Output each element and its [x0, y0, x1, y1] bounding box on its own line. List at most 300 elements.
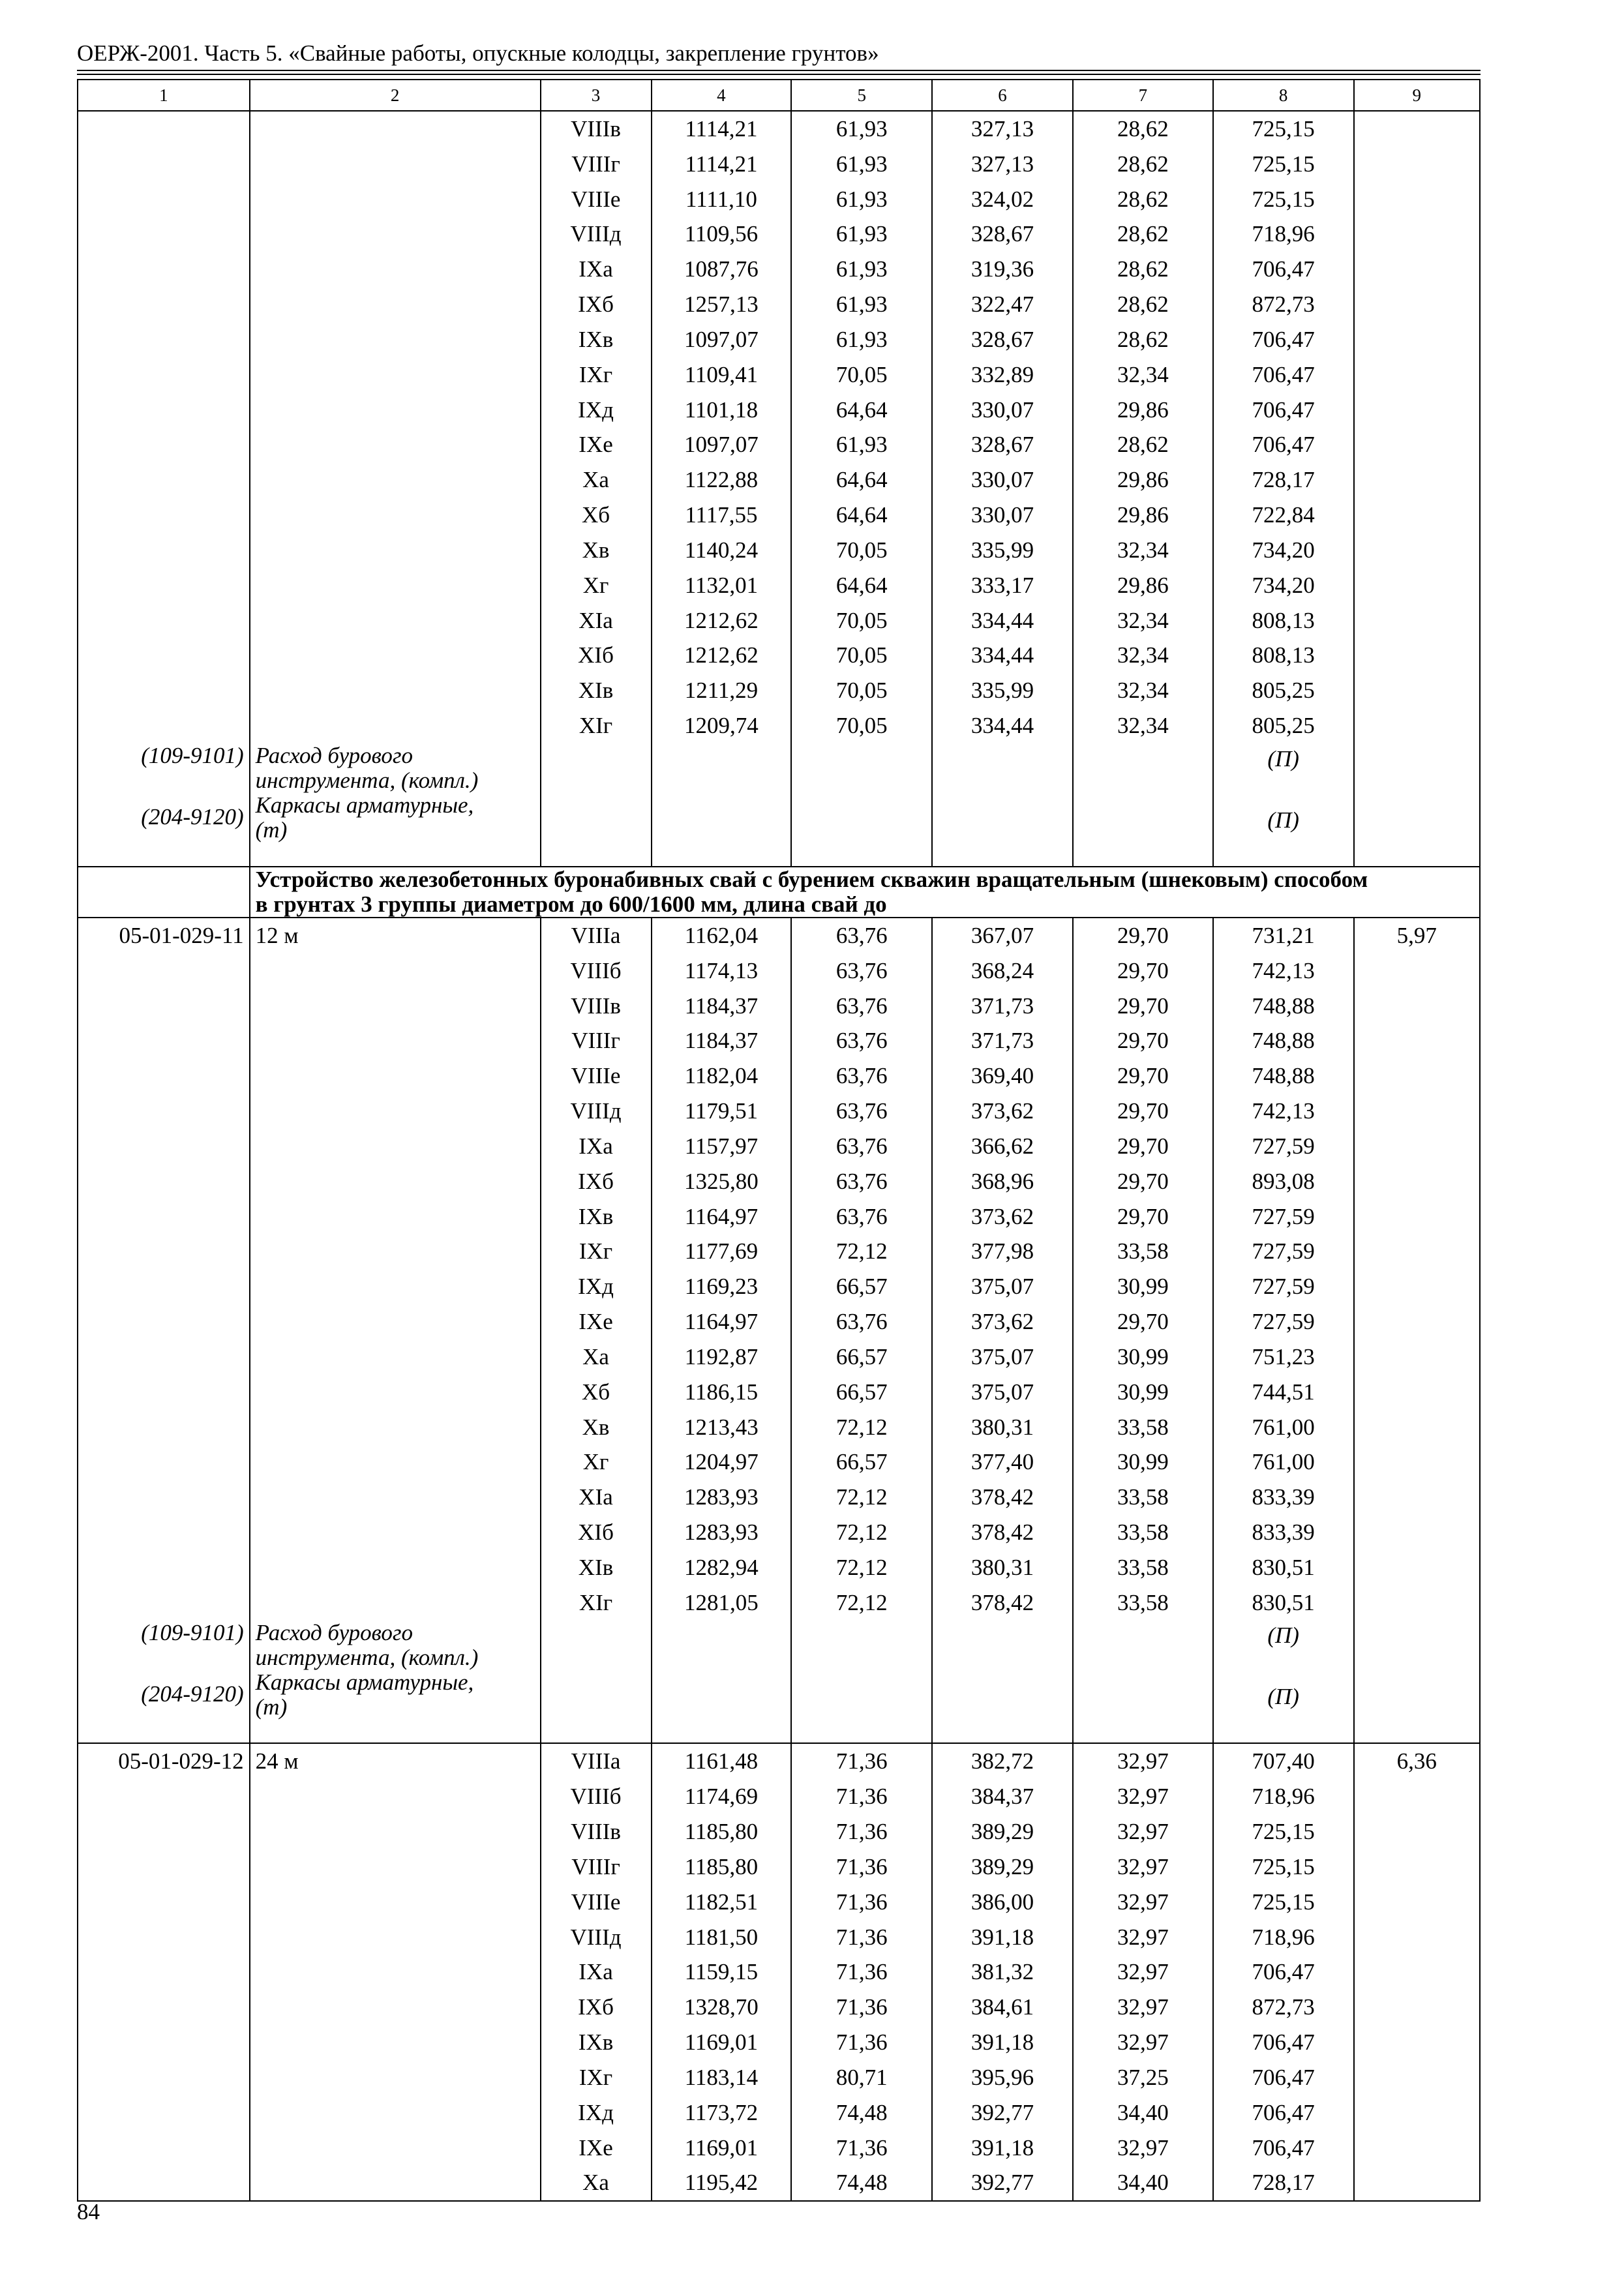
table-cell: 1159,15: [684, 1959, 759, 1985]
table-cell: 381,32: [970, 1959, 1034, 1985]
resource-name-line: (т): [255, 817, 288, 843]
table-cell: Xг: [582, 1449, 609, 1475]
table-cell: 378,42: [970, 1519, 1034, 1545]
table-cell: 28,62: [1117, 326, 1169, 352]
table-cell: 64,64: [835, 572, 888, 598]
table-cell: 335,99: [970, 537, 1034, 563]
table-cell: 61,93: [835, 256, 888, 282]
table-cell: IXв: [578, 326, 614, 352]
table-cell: 71,36: [835, 1784, 888, 1810]
table-cell: 33,58: [1117, 1554, 1169, 1580]
table-cell: 1117,55: [685, 502, 758, 528]
block2-col3: [541, 918, 652, 1744]
colnum: 3: [541, 80, 652, 111]
colnum: 2: [250, 80, 541, 111]
table-cell: 71,36: [835, 1853, 888, 1879]
table-cell: 71,36: [835, 2134, 888, 2161]
resource-code: (109-9101): [141, 743, 244, 768]
table-cell: 392,77: [970, 2170, 1034, 2196]
table-cell: IXб: [578, 292, 614, 318]
table-cell: 64,64: [835, 502, 888, 528]
table-cell: 28,62: [1117, 221, 1169, 247]
table-cell: 1162,04: [684, 922, 759, 948]
block2-name-cell: [250, 918, 541, 1744]
table-cell: 1185,80: [684, 1853, 759, 1879]
table-cell: VIIIв: [571, 116, 621, 142]
table-cell: 29,70: [1117, 1203, 1169, 1229]
table-cell: 29,70: [1117, 1098, 1169, 1124]
table-cell: 1179,51: [684, 1098, 759, 1124]
table-cell: 391,18: [970, 2134, 1034, 2161]
table-cell: 1161,48: [684, 1748, 759, 1774]
table-cell: XIб: [578, 642, 614, 668]
table-cell: 29,86: [1117, 502, 1169, 528]
table-cell: 63,76: [835, 1309, 888, 1335]
table-cell: IXв: [578, 1203, 614, 1229]
table-cell: IXд: [578, 2099, 614, 2125]
table-cell: 808,13: [1252, 642, 1315, 668]
table-cell: 33,58: [1117, 1484, 1169, 1510]
table-cell: 392,77: [970, 2099, 1034, 2125]
table-cell: 34,40: [1117, 2170, 1169, 2196]
table-cell: 63,76: [835, 1098, 888, 1124]
table-cell: 872,73: [1252, 292, 1315, 318]
table-cell: 725,15: [1252, 116, 1315, 142]
resource-code: (109-9101): [141, 1619, 244, 1645]
table-cell: 1157,97: [684, 1133, 759, 1159]
table-cell: 378,42: [970, 1484, 1034, 1510]
table-cell: IXб: [578, 1168, 614, 1194]
table-cell: 1204,97: [684, 1449, 759, 1475]
column-number-row: [78, 80, 1480, 111]
table-cell: IXе: [579, 1309, 613, 1335]
table-cell: 389,29: [970, 1853, 1034, 1879]
table-cell: 1192,87: [684, 1343, 759, 1369]
block3-name-cell: [250, 1743, 541, 2201]
table-cell: 833,39: [1252, 1484, 1315, 1510]
table-cell: 72,12: [835, 1554, 888, 1580]
table-cell: 1169,01: [684, 2029, 759, 2056]
table-cell: 805,25: [1252, 678, 1315, 704]
table-cell: IXд: [578, 1274, 614, 1300]
table-cell: 72,12: [835, 1484, 888, 1510]
header-rule-top: [77, 70, 1481, 71]
section-heading: [250, 867, 1480, 918]
table-cell: VIIIг: [571, 151, 620, 177]
table-cell: 334,44: [970, 607, 1034, 633]
table-cell: 61,93: [835, 151, 888, 177]
table-cell: 742,13: [1252, 957, 1315, 983]
table-cell: VIIIд: [570, 1098, 622, 1124]
table-cell: IXв: [578, 2029, 614, 2056]
table-cell: 32,34: [1117, 361, 1169, 387]
table-cell: Xб: [581, 1379, 610, 1405]
table-cell: 1281,05: [684, 1589, 759, 1615]
table-cell: 28,62: [1117, 432, 1169, 458]
table-cell: 29,70: [1117, 1063, 1169, 1089]
colnum: 7: [1073, 80, 1213, 111]
table-cell: 1087,76: [684, 256, 759, 282]
table-cell: 32,97: [1117, 1959, 1169, 1985]
resource-name-line: инструмента, (компл.): [255, 1644, 479, 1670]
table-cell: 369,40: [970, 1063, 1034, 1089]
table-cell: 725,15: [1252, 186, 1315, 212]
table-cell: 63,76: [835, 1203, 888, 1229]
table-cell: 32,34: [1117, 713, 1169, 739]
table-cell: 335,99: [970, 678, 1034, 704]
table-cell: 72,12: [835, 1589, 888, 1615]
table-cell: 63,76: [835, 1028, 888, 1054]
table-cell: 71,36: [835, 1748, 888, 1774]
table-cell: 61,93: [835, 186, 888, 212]
table-cell: 395,96: [970, 2064, 1034, 2090]
table-cell: VIIIв: [571, 1819, 621, 1845]
table-cell: 727,59: [1252, 1274, 1315, 1300]
table-cell: XIв: [578, 1554, 614, 1580]
table-cell: 33,58: [1117, 1414, 1169, 1440]
table-cell: 29,86: [1117, 572, 1169, 598]
colnum: 4: [652, 80, 792, 111]
table-cell: 28,62: [1117, 256, 1169, 282]
table-cell: 328,67: [970, 221, 1034, 247]
table-cell: 748,88: [1252, 1063, 1315, 1089]
table-cell: 70,05: [835, 642, 888, 668]
table-cell: 830,51: [1252, 1554, 1315, 1580]
table-cell: 63,76: [835, 957, 888, 983]
table-cell: 751,23: [1252, 1343, 1315, 1369]
table-cell: 722,84: [1252, 502, 1315, 528]
table-cell: 1173,72: [684, 2099, 759, 2125]
table-cell: XIг: [579, 713, 613, 739]
table-cell: IXг: [579, 1238, 613, 1264]
table-cell: 1185,80: [684, 1819, 759, 1845]
table-cell: 74,48: [835, 2099, 888, 2125]
resource-name-line: (т): [255, 1694, 288, 1720]
resource-code: (204-9120): [141, 1681, 244, 1707]
table-cell: 1184,37: [684, 1028, 759, 1054]
table-cell: 1164,97: [684, 1309, 759, 1335]
table-cell: 707,40: [1252, 1748, 1315, 1774]
table-cell: IXг: [579, 361, 613, 387]
table-cell: 32,97: [1117, 1784, 1169, 1810]
table-cell: 71,36: [835, 1994, 888, 2020]
table-cell: 706,47: [1252, 256, 1315, 282]
table-cell: 32,97: [1117, 1853, 1169, 1879]
table-cell: 28,62: [1117, 186, 1169, 212]
table-cell: VIIIд: [570, 221, 622, 247]
table-cell: 330,07: [970, 467, 1034, 493]
table-cell: 332,89: [970, 361, 1034, 387]
colnum: 5: [791, 80, 932, 111]
table-cell: XIа: [579, 1484, 613, 1510]
table-cell: 30,99: [1117, 1343, 1169, 1369]
table-cell: 61,93: [835, 292, 888, 318]
table-cell: 66,57: [835, 1274, 888, 1300]
table-cell: 706,47: [1252, 2064, 1315, 2090]
table-cell: 1140,24: [684, 537, 759, 563]
table-cell: IXг: [579, 2064, 613, 2090]
rate-col9: 6,36: [1396, 1748, 1437, 1774]
resource-code: (204-9120): [141, 804, 244, 830]
table-cell: 366,62: [970, 1133, 1034, 1159]
table-cell: 748,88: [1252, 1028, 1315, 1054]
table-cell: 742,13: [1252, 1098, 1315, 1124]
table-cell: 727,59: [1252, 1309, 1315, 1335]
table-cell: Xб: [581, 502, 610, 528]
table-cell: 373,62: [970, 1098, 1034, 1124]
table-cell: 32,97: [1117, 1748, 1169, 1774]
table-cell: 72,12: [835, 1519, 888, 1545]
table-cell: 1209,74: [684, 713, 759, 739]
colnum: 1: [78, 80, 250, 111]
table-cell: 1114,21: [685, 151, 758, 177]
block3-col7: [1073, 1743, 1213, 2201]
table-cell: 63,76: [835, 1168, 888, 1194]
table-cell: 327,13: [970, 151, 1034, 177]
table-cell: 1211,29: [684, 678, 759, 704]
table-cell: 391,18: [970, 1924, 1034, 1950]
table-cell: VIIIа: [571, 922, 621, 948]
resource-name-line: Каркасы арматурные,: [255, 792, 474, 818]
table-cell: 32,34: [1117, 607, 1169, 633]
resource-name: [256, 743, 535, 843]
table-cell: 66,57: [835, 1343, 888, 1369]
table-cell: 32,97: [1117, 1889, 1169, 1915]
block1-col4: [652, 111, 792, 867]
table-cell: Xг: [582, 572, 609, 598]
block3-col5: [791, 1743, 932, 2201]
rates-table: [77, 79, 1481, 2202]
table-cell: 1111,10: [685, 186, 757, 212]
table-cell: 1325,80: [684, 1168, 759, 1194]
table-cell: 384,37: [970, 1784, 1034, 1810]
table-cell: XIв: [578, 678, 614, 704]
resource-mark: (П): [1267, 745, 1299, 771]
table-cell: 34,40: [1117, 2099, 1169, 2125]
table-cell: VIIIе: [571, 186, 621, 212]
table-cell: 71,36: [835, 1889, 888, 1915]
section-title-line: в грунтах 3 группы диаметром до 600/1600 мм, длина свай до: [255, 891, 887, 917]
table-cell: 29,86: [1117, 396, 1169, 423]
table-cell: 29,70: [1117, 1028, 1169, 1054]
table-cell: 330,07: [970, 396, 1034, 423]
table-cell: Xа: [582, 2170, 609, 2196]
table-cell: 1132,01: [684, 572, 759, 598]
header-rule-bottom: [77, 74, 1481, 75]
table-cell: 80,71: [835, 2064, 888, 2090]
table-cell: 1101,18: [684, 396, 759, 423]
block1-col5: [791, 111, 932, 867]
table-cell: 373,62: [970, 1203, 1034, 1229]
table-cell: VIIIв: [571, 993, 621, 1019]
table-cell: 375,07: [970, 1274, 1034, 1300]
table-cell: 32,97: [1117, 1819, 1169, 1845]
table-cell: 74,48: [835, 2170, 888, 2196]
table-cell: 1328,70: [684, 1994, 759, 2020]
table-cell: 32,34: [1117, 642, 1169, 668]
table-cell: 1164,97: [684, 1203, 759, 1229]
table-cell: 33,58: [1117, 1589, 1169, 1615]
table-cell: 872,73: [1252, 1994, 1315, 2020]
table-cell: 1169,01: [684, 2134, 759, 2161]
rate-code: 05-01-029-12: [118, 1748, 244, 1774]
table-cell: 334,44: [970, 713, 1034, 739]
table-cell: XIг: [579, 1589, 613, 1615]
table-cell: 28,62: [1117, 292, 1169, 318]
rate-name: 12 м: [255, 922, 299, 948]
table-cell: VIIIе: [571, 1063, 621, 1089]
table-cell: 718,96: [1252, 1924, 1315, 1950]
section-title-line: Устройство железобетонных буронабивных свай с бурением скважин вращательным (шнековым) способом: [255, 866, 1368, 892]
table-cell: IXе: [579, 2134, 613, 2161]
table-cell: 1186,15: [684, 1379, 759, 1405]
table-cell: 61,93: [835, 221, 888, 247]
table-cell: 71,36: [835, 1819, 888, 1845]
table-cell: IXб: [578, 1994, 614, 2020]
table-cell: 61,93: [835, 326, 888, 352]
block1-col6: [932, 111, 1073, 867]
table-cell: 32,34: [1117, 537, 1169, 563]
table-cell: 706,47: [1252, 2134, 1315, 2161]
table-cell: 333,17: [970, 572, 1034, 598]
table-cell: Xв: [582, 1414, 610, 1440]
table-cell: 1109,41: [684, 361, 759, 387]
table-cell: 32,34: [1117, 678, 1169, 704]
table-cell: 61,93: [835, 432, 888, 458]
table-cell: 1213,43: [684, 1414, 759, 1440]
colnum: 8: [1213, 80, 1354, 111]
resource-name-line: Расход бурового: [255, 1619, 414, 1645]
table-cell: XIа: [579, 607, 613, 633]
resource-mark: (П): [1267, 807, 1299, 833]
resource-name-line: инструмента, (компл.): [255, 768, 479, 793]
table-cell: 66,57: [835, 1449, 888, 1475]
table-cell: Xа: [582, 1343, 609, 1369]
table-cell: 32,97: [1117, 2029, 1169, 2056]
table-cell: 63,76: [835, 1133, 888, 1159]
block3-col9: [1354, 1743, 1480, 2201]
block1-col3: [541, 111, 652, 867]
table-cell: 64,64: [835, 467, 888, 493]
table-cell: 61,93: [835, 116, 888, 142]
table-cell: Xа: [582, 467, 609, 493]
block3-row: [78, 1743, 1480, 2201]
table-cell: 706,47: [1252, 2099, 1315, 2125]
table-cell: 71,36: [835, 1959, 888, 1985]
table-cell: VIIIг: [571, 1853, 620, 1879]
table-cell: 375,07: [970, 1379, 1034, 1405]
table-cell: 334,44: [970, 642, 1034, 668]
table-cell: 367,07: [970, 922, 1034, 948]
table-cell: VIIIб: [570, 957, 622, 983]
table-cell: 706,47: [1252, 432, 1315, 458]
table-cell: 1183,14: [684, 2064, 759, 2090]
table-cell: 382,72: [970, 1748, 1034, 1774]
table-cell: 319,36: [970, 256, 1034, 282]
table-cell: 1212,62: [684, 607, 759, 633]
block1-name-cell: [250, 111, 541, 867]
table-cell: 29,70: [1117, 957, 1169, 983]
table-cell: 1097,07: [684, 326, 759, 352]
table-cell: 71,36: [835, 2029, 888, 2056]
table-cell: 32,97: [1117, 1994, 1169, 2020]
resource-name: [256, 1621, 535, 1720]
table-cell: 72,12: [835, 1238, 888, 1264]
table-cell: 29,86: [1117, 467, 1169, 493]
table-cell: 373,62: [970, 1309, 1034, 1335]
table-cell: 29,70: [1117, 993, 1169, 1019]
page-header: ОЕРЖ-2001. Часть 5. «Свайные работы, опускные колодцы, закрепление грунтов»: [77, 40, 879, 66]
table-cell: 833,39: [1252, 1519, 1315, 1545]
table-cell: 744,51: [1252, 1379, 1315, 1405]
table-cell: 63,76: [835, 922, 888, 948]
table-cell: 30,99: [1117, 1379, 1169, 1405]
block2-col4: [652, 918, 792, 1744]
table-cell: 32,97: [1117, 2134, 1169, 2161]
table-cell: 380,31: [970, 1414, 1034, 1440]
table-cell: 28,62: [1117, 116, 1169, 142]
resource-mark: (П): [1267, 1684, 1299, 1710]
table-cell: 1114,21: [685, 116, 758, 142]
table-cell: 70,05: [835, 678, 888, 704]
table-cell: 1174,13: [684, 957, 759, 983]
table-cell: 327,13: [970, 116, 1034, 142]
section-heading-row: [78, 867, 1480, 918]
table-cell: XIб: [578, 1519, 614, 1545]
table-cell: 706,47: [1252, 396, 1315, 423]
table-cell: IXа: [579, 1133, 613, 1159]
table-cell: VIIIа: [571, 1748, 621, 1774]
table-cell: 328,67: [970, 432, 1034, 458]
block1-row: [78, 111, 1480, 867]
table-cell: 1182,51: [684, 1889, 759, 1915]
table-cell: 727,59: [1252, 1238, 1315, 1264]
block3-col6: [932, 1743, 1073, 2201]
table-cell: IXд: [578, 396, 614, 423]
table-cell: 70,05: [835, 361, 888, 387]
resource-mark: (П): [1267, 1623, 1299, 1649]
table-cell: 1174,69: [684, 1784, 759, 1810]
rate-col9: 5,97: [1396, 922, 1437, 948]
table-cell: 32,97: [1117, 1924, 1169, 1950]
table-cell: 380,31: [970, 1554, 1034, 1580]
table-cell: 368,96: [970, 1168, 1034, 1194]
table-cell: 1097,07: [684, 432, 759, 458]
table-cell: 28,62: [1117, 151, 1169, 177]
table-cell: 706,47: [1252, 1959, 1315, 1985]
table-cell: 72,12: [835, 1414, 888, 1440]
table-cell: 70,05: [835, 537, 888, 563]
block2-col6: [932, 918, 1073, 1744]
table-cell: 734,20: [1252, 537, 1315, 563]
table-cell: 1122,88: [684, 467, 759, 493]
table-cell: 1169,23: [684, 1274, 759, 1300]
table-cell: 377,98: [970, 1238, 1034, 1264]
table-cell: 1257,13: [684, 292, 759, 318]
table-cell: Xв: [582, 537, 610, 563]
section-heading-spacer: [78, 867, 250, 918]
table-cell: 33,58: [1117, 1238, 1169, 1264]
table-cell: VIIIд: [570, 1924, 622, 1950]
table-cell: VIIIб: [570, 1784, 622, 1810]
table-cell: 29,70: [1117, 1168, 1169, 1194]
block1-col8: [1213, 111, 1354, 867]
table-cell: 728,17: [1252, 2170, 1315, 2196]
table-cell: IXе: [579, 432, 613, 458]
block3-code-cell: [78, 1743, 250, 2201]
table-cell: IXа: [579, 1959, 613, 1985]
table-cell: 761,00: [1252, 1449, 1315, 1475]
